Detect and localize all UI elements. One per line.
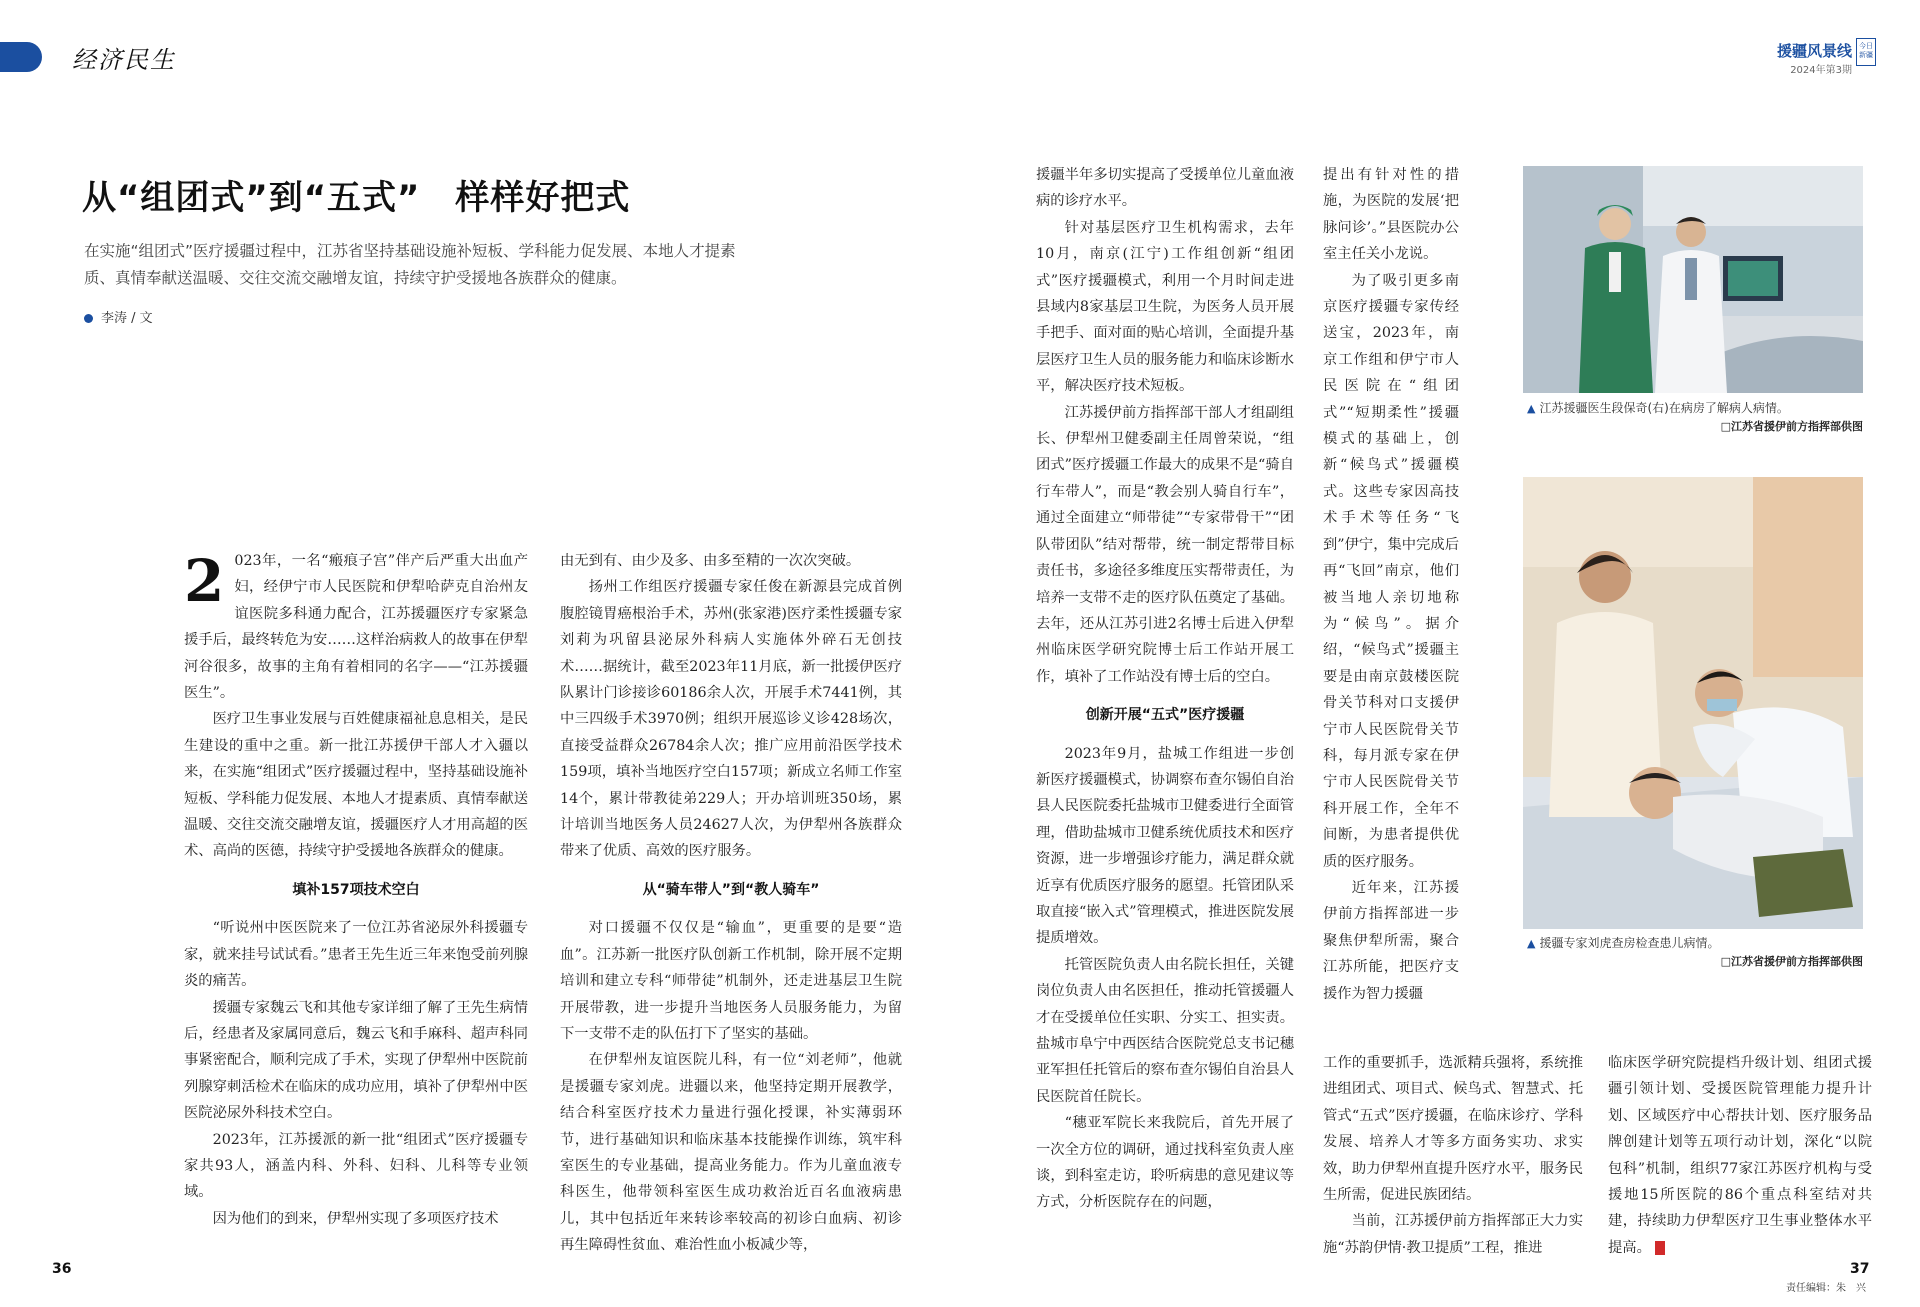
paragraph: 近年来，江苏援伊前方指挥部进一步聚焦伊犁所需，聚合江苏所能，把医疗支援作为智力援疆 (1323, 879, 1459, 1002)
byline-dot-icon (84, 314, 93, 323)
article-lede: 在实施“组团式”医疗援疆过程中，江苏省坚持基础设施补短板、学科能力促发展、本地人才提素质、真情奉献送温暖、交往交流交融增友谊，持续守护受援地各族群众的健康。 (84, 242, 736, 287)
caption-triangle-icon: ▲ (1527, 402, 1536, 415)
byline (84, 307, 153, 326)
paragraph: “听说州中医医院来了一位江苏省泌尿外科援疆专家，就来挂号试试看。”患者王先生近三年来饱受前列腺炎的痛苦。 (184, 920, 528, 990)
paragraph: 提出有针对性的措施，为医院的发展‘把脉问诊’。”县医院办公室主任关小龙说。 (1323, 167, 1459, 263)
body-column-2 (560, 548, 902, 1259)
paragraph: 医疗卫生事业发展与百姓健康福祉息息相关，是民生建设的重中之重。新一批江苏援伊干部人才入疆以来，在实施“组团式”医疗援疆过程中，坚持基础设施补短板、学科能力促发展、本地人才提素质、真情奉献送温暖、交往交流交融增友谊，援疆医疗人才用高超的医术、高尚的医德，持续守护受援地各族群众的健康。 (184, 711, 528, 860)
body-column-6 (1608, 1050, 1872, 1261)
paragraph: 扬州工作组医疗援疆专家任俊在新源县完成首例腹腔镜胃癌根治手术，苏州(张家港)医疗柔性援疆专家刘莉为巩留县泌尿外科病人实施体外碎石无创技术……据统计，截至2023年11月底，新一批援伊医疗队累计门诊接诊60186余人次，开展手术7441例，其中三四级手术3970例；组织开展巡诊义诊428场次，直接受益群众26784余人次；推广应用前沿医学技术159项，填补当地医疗空白157项；新成立名师工作室14个，累计带教徒弟229人；开办培训班350场，累计培训当地医务人员24627人次，为伊犁州各族群众带来了优质、高效的医疗服务。 (560, 579, 902, 860)
paragraph: 托管医院负责人由名院长担任，关键岗位负责人由名医担任，推动托管援疆人才在受援单位任实职、分实工、担实责。盐城市阜宁中西医结合医院党总支书记穗亚军担任托管后的察布查尔锡伯自治县人民医院首任院长。 (1036, 956, 1294, 1105)
magazine-logo-badge: 今日新疆 (1856, 38, 1876, 66)
caption-triangle-icon: ▲ (1527, 937, 1536, 950)
photo-1-credit: □江苏省援伊前方指挥部供图 (1720, 420, 1863, 433)
page-number-right: 37 (1850, 1261, 1870, 1277)
body-column-3 (1036, 162, 1294, 1216)
photo-child-examination (1523, 477, 1863, 929)
body-column-1 (184, 548, 528, 1232)
paragraph: 针对基层医疗卫生机构需求，去年10月，南京(江宁)工作组创新“组团式”医疗援疆模式，利用一个月时间走进县域内8家基层卫生院，为医务人员开展手把手、面对面的贴心培训，全面提升基层医疗卫生人员的服务能力和临床诊断水平，解决医疗技术短板。 (1036, 219, 1294, 395)
subheading-1: 填补157项技术空白 (292, 881, 420, 898)
paragraph: 对口援疆不仅仅是“输血”，更重要的是要“造血”。江苏新一批医疗队创新工作机制，除开展不定期培训和建立专科“师带徒”机制外，还走进基层卫生院开展带教，进一步提升当地医务人员服务能力，为留下一支带不走的队伍打下了坚实的基础。 (560, 920, 902, 1042)
paragraph: 援疆半年多切实提高了受援单位儿童血液病的诊疗水平。 (1036, 167, 1294, 210)
magazine-column-name: 援疆风景线 (1776, 42, 1852, 60)
paragraph: 2023年，江苏援派的新一批“组团式”医疗援疆专家共93人，涵盖内科、外科、妇科、儿科等专业领域。 (184, 1131, 528, 1201)
paragraph: 临床医学研究院提档升级计划、组团式援疆引领计划、受援医院管理能力提升计划、区域医疗中心帮扶计划、医疗服务品牌创建计划等五项行动计划，深化“以院包科”机制，组织77家江苏医疗机构与受援地15所医院的86个重点科室结对共建，持续助力伊犁医疗卫生事业整体水平提高。 (1608, 1055, 1872, 1256)
body-column-4 (1323, 162, 1459, 1007)
paragraph: 2 023年，一名“瘢痕子宫”伴产后严重大出血产妇，经伊宁市人民医院和伊犁哈萨克自治州友谊医院多科通力配合，江苏援疆医疗专家紧急援手后，最终转危为安……这样治病救人的故事在伊犁河谷很多，故事的主角有着相同的名字——“江苏援疆医生”。 (184, 547, 528, 702)
subheading-3: 创新开展“五式”医疗援疆 (1085, 707, 1245, 724)
article-end-mark-icon (1655, 1241, 1665, 1255)
paragraph: 在伊犁州友谊医院儿科，有一位“刘老师”，他就是援疆专家刘虎。进疆以来，他坚持定期开展教学，结合科室医疗技术力量进行强化授课，补实薄弱环节，进行基础知识和临床基本技能操作训练，筑牢科室医生的专业基础，提高业务能力。作为儿童血液专科医生，他带领科室医生成功救治近百名血液病患儿，其中包括近年来转诊率较高的初诊白血病、初诊再生障碍性贫血、难治性血小板减少等， (560, 1052, 902, 1254)
section-tab-marker (0, 42, 42, 72)
body-column-5 (1323, 1050, 1583, 1261)
paragraph: 为了吸引更多南京医疗援疆专家传经送宝，2023年，南京工作组和伊宁市人民医院在“组团式”“短期柔性”援疆模式的基础上，创新“候鸟式”援疆模式。这些专家因高技术手术等任务“飞到”伊宁，集中完成后再“飞回”南京，他们被当地人亲切地称为“候鸟”。据介绍，“候鸟式”援疆主要是由南京鼓楼医院骨关节科对口支援伊宁市人民医院骨关节科，每月派专家在伊宁市人民医院骨关节科开展工作，全年不间断，为患者提供优质的医疗服务。 (1323, 272, 1459, 870)
paragraph: “穗亚军院长来我院后，首先开展了一次全方位的调研，通过找科室负责人座谈，到科室走访，聆听病患的意见建议等方式，分析医院存在的问题， (1036, 1115, 1294, 1211)
subheading-2: 从“骑车带人”到“教人骑车” (642, 881, 820, 898)
magazine-issue: 2024年第3期 (1790, 65, 1852, 76)
photo-ward-visit (1523, 166, 1863, 393)
byline-text: 李涛 / 文 (101, 311, 153, 326)
paragraph: 由无到有、由少及多、由多至精的一次次突破。 (560, 553, 861, 569)
paragraph: 援疆专家魏云飞和其他专家详细了解了王先生病情后，经患者及家属同意后，魏云飞和手麻科、超声科同事紧密配合，顺利完成了手术，实现了伊犁州中医院前列腺穿刺活检术在临床的成功应用，填补了伊犁州中医医院泌尿外科技术空白。 (184, 999, 528, 1122)
section-label: 经济民生 (72, 46, 176, 74)
magazine-brand (1777, 40, 1852, 76)
paragraph: 工作的重要抓手，选派精兵强将，系统推进组团式、项目式、候鸟式、智慧式、托管式“五式”医疗援疆，在临床诊疗、学科发展、培养人才等多方面务实功、求实效，助力伊犁州直提升医疗水平，服务民生所需，促进民族团结。 (1323, 1055, 1583, 1204)
photo-1-caption: ▲ 江苏援疆医生段保奇(右)在病房了解病人病情。 (1527, 401, 1789, 415)
article-title: 从“组团式”到“五式” 样样好把式 (82, 178, 631, 218)
photo-2-credit: □江苏省援伊前方指挥部供图 (1720, 955, 1863, 968)
paragraph: 因为他们的到来，伊犁州实现了多项医疗技术 (212, 1210, 499, 1227)
paragraph: 江苏援伊前方指挥部干部人才组副组长、伊犁州卫健委副主任周曾荣说，“组团式”医疗援疆工作最大的成果不是“骑自行车带人”，而是“教会别人骑自行车”，通过全面建立“师带徒”“专家带骨干”“团队带团队”结对帮带，统一制定帮带目标责任书，多途径多维度压实帮带责任，为培养一支带不走的医疗队伍奠定了基础。去年，还从江苏引进2名博士后进入伊犁州临床医学研究院博士后工作站开展工作，填补了工作站没有博士后的空白。 (1036, 404, 1294, 685)
page-number-left: 36 (52, 1261, 72, 1277)
editor-credit: 责任编辑：朱 兴 (1786, 1283, 1866, 1294)
photo-2-caption: ▲ 援疆专家刘虎查房检查患儿病情。 (1527, 936, 1720, 950)
drop-cap: 2 (184, 547, 225, 615)
paragraph: 2023年9月，盐城工作组进一步创新医疗援疆模式，协调察布查尔锡伯自治县人民医院委托盐城市卫健委进行全面管理，借助盐城市卫健系统优质技术和医疗资源，进一步增强诊疗能力，满足群众就近享有优质医疗服务的愿望。托管团队采取直接“嵌入式”管理模式，推进医院发展提质增效。 (1036, 745, 1294, 947)
paragraph: 当前，江苏援伊前方指挥部正大力实施“苏韵伊情·教卫提质”工程，推进 (1323, 1213, 1583, 1256)
